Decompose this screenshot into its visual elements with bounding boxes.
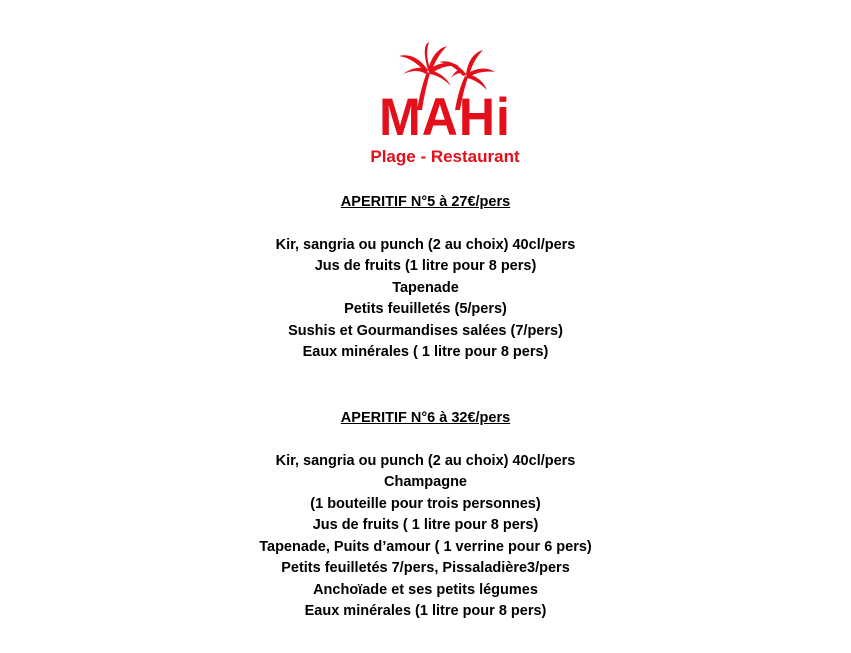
- menu-item: Petits feuilletés 7/pers, Pissaladière3/pers: [281, 560, 570, 576]
- menu-item: Tapenade, Puits d’amour ( 1 verrine pour 6 pers): [259, 538, 592, 555]
- menu-item: Jus de fruits ( 1 litre pour 8 pers): [312, 517, 539, 533]
- menu-title: APERITIF N°6 à 32€/pers: [340, 410, 511, 426]
- menu-item: Sushis et Gourmandises salées (7/pers): [288, 322, 563, 339]
- logo-wordmark: MAHi: [379, 87, 511, 147]
- menu-item: Petits feuilletés (5/pers): [344, 301, 507, 317]
- menu-item: Eaux minérales (1 litre pour 8 pers): [304, 603, 547, 619]
- menu-item: Jus de fruits (1 litre pour 8 pers): [314, 258, 537, 274]
- aperitif-menu-5: [0, 192, 851, 364]
- menu-item: Kir, sangria ou punch (2 au choix) 40cl/pers: [275, 236, 576, 253]
- menu-title: APERITIF N°5 à 27€/pers: [340, 194, 511, 210]
- menu-item: Champagne: [384, 474, 467, 490]
- menu-item: Anchoïade et ses petits légumes: [313, 581, 538, 598]
- menu-item: Kir, sangria ou punch (2 au choix) 40cl/pers: [275, 452, 576, 469]
- menu-item: Tapenade: [392, 279, 459, 296]
- aperitif-menu-6: [0, 408, 851, 623]
- restaurant-logo: [355, 42, 535, 172]
- menu-item: (1 bouteille pour trois personnes): [310, 495, 541, 512]
- menu-item: Eaux minérales ( 1 litre pour 8 pers): [302, 344, 549, 360]
- logo-tagline: Plage - Restaurant: [370, 147, 520, 166]
